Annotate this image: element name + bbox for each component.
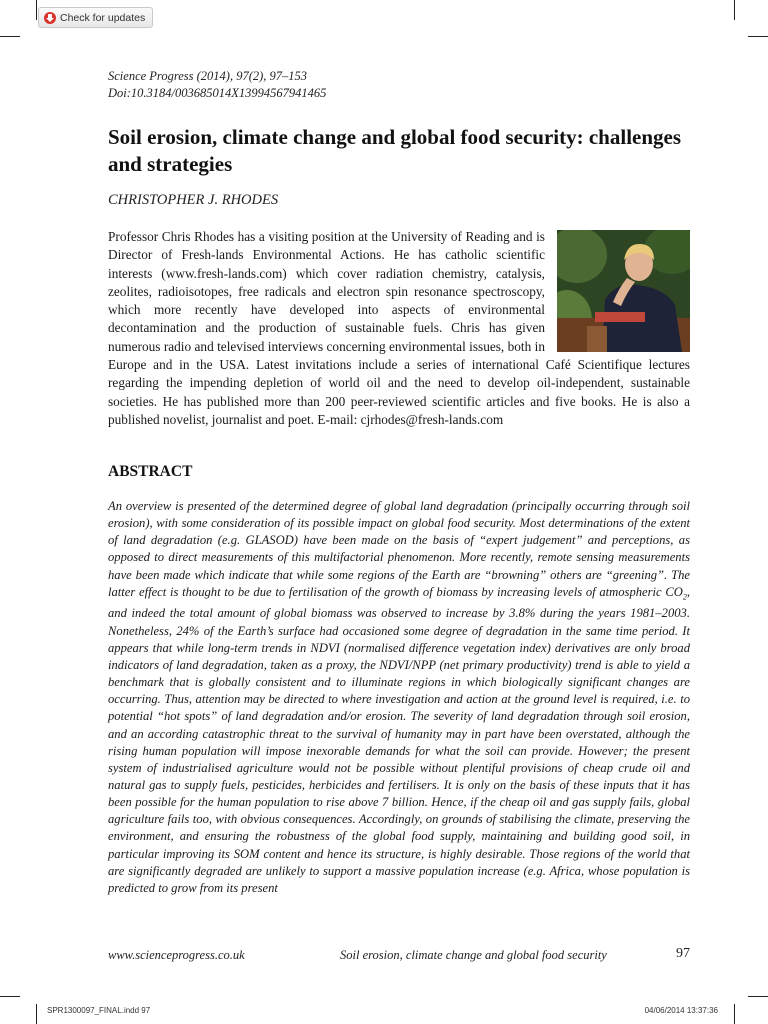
- journal-citation-block: [108, 68, 326, 102]
- page-number: 97: [676, 946, 690, 961]
- article-title: Soil erosion, climate change and global food security: challenges and strategies: [108, 125, 682, 176]
- abstract-text-part2: , and indeed the total amount of global biomass was observed to increase by 3.8% during the years 1981–2003. Nonetheless, 24% of the Earth’s surface had occasioned some degree of degradation in the same time period. It appears that while long-term trends in NDVI (normalised difference vegetation index) derivatives are only broad indicators of land degradation, taken as a proxy, the NDVI/NPP (net primary productivity) trend is able to yield a benchmark that is globally consistent and to illuminate regions in which biologically significant changes are occurring. Thus, attention may be directed to where investigation and action at the ground level is required, i.e. to potential “hot spots” of land degradation and/or erosion. The severity of land degradation through soil erosion, and an according catastrophic threat to the survival of humanity may in part have been overstated, although the rising human population will impose inexorable demands for what the soil can provide. However; the present system of industrialised agriculture would not be possible without plentiful provisions of cheap crude oil and natural gas to supply fuels, pesticides, herbicides and fertilisers. It is only on the basis of these inputs that it has been possible for the human population to rise above 7 billion. Hence, if the cheap oil and gas supply fails, global agriculture fails too, with obvious consequences. Accordingly, on grounds of stabilising the climate, preserving the environment, and ensuring the robustness of the global food supply, maintaining and building good soil, in particular improving its SOM content and hence its structure, is highly desirable. Those regions of the world that are significantly degraded are unlikely to support a massive population increase (e.g. Africa, whose population is predicted to grow from its present: [108, 584, 690, 895]
- crop-mark: [0, 36, 20, 37]
- crop-mark: [734, 0, 735, 20]
- journal-url[interactable]: www.scienceprogress.co.uk: [108, 948, 245, 962]
- crop-mark: [748, 996, 768, 997]
- abstract-text: [108, 498, 690, 897]
- journal-citation: Science Progress (2014), 97(2), 97–153: [108, 69, 308, 83]
- abstract-heading: ABSTRACT: [108, 463, 193, 480]
- author-bio-text: Professor Chris Rhodes has a visiting position at the University of Reading and is Director of Fresh-lands Environmental Actions. He has catholic scientific interests (www.fresh-lands.com) which cover radiation chemistry, catalysis, zeolites, radioisotopes, free radicals and electron spin resonance spectroscopy, which more recently have developed into aspects of environmental decontamination and the production of sustainable fuels. Chris has given numerous radio and televised interviews concerning environmental issues, both in Europe and in the USA. Latest invitations include a series of international Café Scientifique lectures regarding the impending depletion of world oil and the need to develop oil-independent, sustainable societies. He has published more than 200 peer-reviewed scientific articles and five books. He is also a published novelist, journalist and poet. E-mail: cjrhodes@fresh-lands.com: [108, 229, 690, 427]
- running-title: Soil erosion, climate change and global food security: [340, 948, 607, 962]
- co2-subscript: 2: [682, 592, 687, 602]
- page-footer: [108, 946, 690, 966]
- crop-mark: [748, 36, 768, 37]
- author-name: CHRISTOPHER J. RHODES: [108, 192, 279, 208]
- print-slug-file: SPR1300097_FINAL.indd 97: [47, 1006, 151, 1015]
- abstract-text-part1: An overview is presented of the determined degree of global land degradation (principally occurring through soil erosion), with some consideration of its possible impact on global food security. Most determinations of the extent of land degradation (e.g. GLASOD) have been made on the basis of “expert judgement” and perceptions, as opposed to direct measurements of this multifactorial phenomenon. More recently, remote sensing measurements have been made which indicate that while some regions of the Earth are “browning” others are “greening”. The latter effect is thought to be due to fertilisation of the growth of biomass by increasing levels of atmospheric CO: [108, 499, 690, 599]
- check-for-updates-label: Check for updates: [60, 11, 146, 24]
- check-for-updates-button[interactable]: [38, 7, 153, 28]
- crop-mark: [734, 1004, 735, 1024]
- crossmark-icon: [44, 12, 56, 24]
- crop-mark: [36, 1004, 37, 1024]
- doi: Doi:10.3184/003685014X13994567941465: [108, 86, 327, 100]
- crop-mark: [36, 0, 37, 20]
- photo-spacer: [545, 228, 690, 356]
- print-slug-timestamp: 04/06/2014 13:37:36: [644, 1006, 718, 1015]
- crop-mark: [0, 996, 20, 997]
- author-bio: [108, 228, 690, 429]
